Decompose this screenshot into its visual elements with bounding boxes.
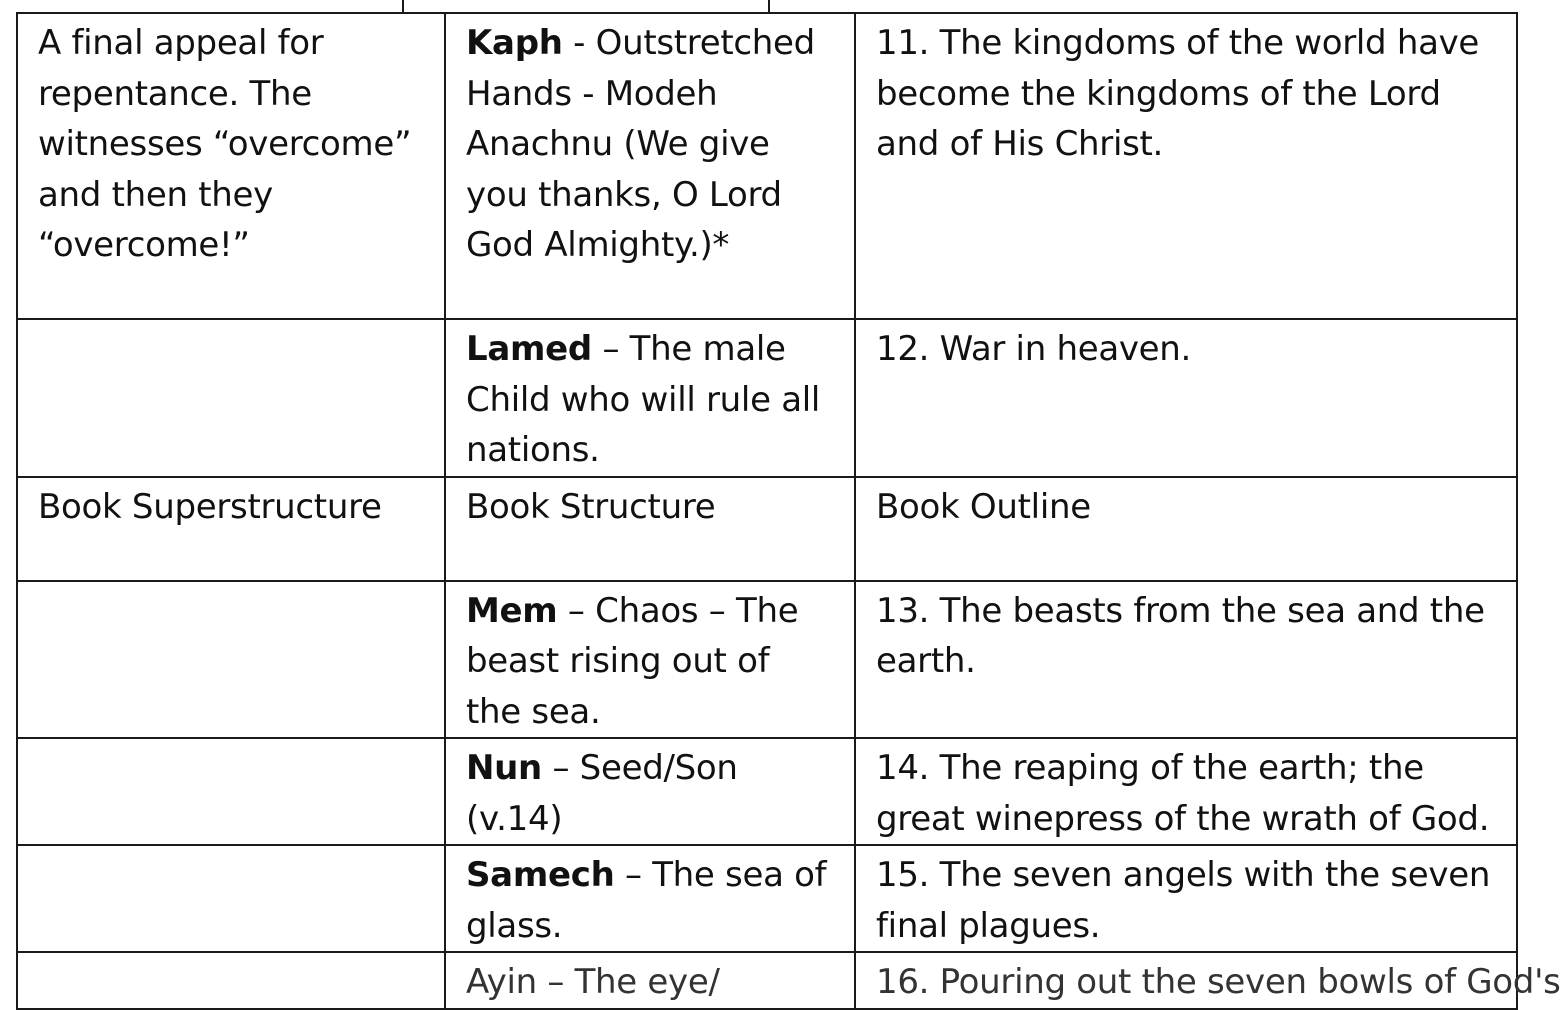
outline-cell: 11. The kingdoms of the world have become the kingdoms of the Lord and of His Christ.	[855, 13, 1517, 319]
hebrew-letter: Mem	[466, 590, 558, 631]
superstructure-cell	[17, 581, 445, 739]
table-row	[17, 581, 1517, 739]
table-row	[17, 845, 1517, 952]
outline-cell: 15. The seven angels with the seven final plagues.	[855, 845, 1517, 952]
structure-cell: Mem – Chaos – The beast rising out of the sea.	[445, 581, 855, 739]
hebrew-letter: Lamed	[466, 329, 592, 369]
hebrew-letter: Nun	[466, 748, 542, 788]
table-column-divider	[768, 0, 770, 12]
structure-cell: Nun – Seed/Son (v.14)	[445, 738, 855, 845]
structure-cell: Samech – The sea of glass.	[445, 845, 855, 952]
outline-cell: 16. Pouring out the seven bowls of God's	[855, 952, 1517, 1009]
structure-cell: Ayin – The eye/	[445, 952, 855, 1009]
revelation-outline-table	[16, 12, 1561, 1010]
superstructure-cell	[17, 845, 445, 952]
table-header-row	[17, 477, 1517, 581]
table-column-divider	[402, 0, 404, 12]
outline-cell: 12. War in heaven.	[855, 319, 1517, 477]
hebrew-letter: Kaph	[466, 23, 563, 63]
superstructure-cell: A final appeal for repentance. The witnesses “overcome” and then they “overcome!”	[17, 13, 445, 319]
hebrew-letter: Samech	[466, 855, 615, 895]
superstructure-cell	[17, 738, 445, 845]
structure-cell: Lamed – The male Child who will rule all nations.	[445, 319, 855, 477]
superstructure-cell	[17, 952, 445, 1009]
superstructure-cell	[17, 319, 445, 477]
table-row	[17, 319, 1517, 477]
outline-cell: 14. The reaping of the earth; the great winepress of the wrath of God.	[855, 738, 1517, 845]
column-header: Book Outline	[855, 477, 1517, 581]
outline-cell: 13. The beasts from the sea and the earth.	[855, 581, 1517, 739]
table-row	[17, 13, 1517, 319]
column-header: Book Structure	[445, 477, 855, 581]
table-row	[17, 952, 1517, 1009]
column-header: Book Superstructure	[17, 477, 445, 581]
structure-cell: Kaph - Outstretched Hands - Modeh Anachnu (We give you thanks, O Lord God Almighty.)*	[445, 13, 855, 319]
table-row	[17, 738, 1517, 845]
